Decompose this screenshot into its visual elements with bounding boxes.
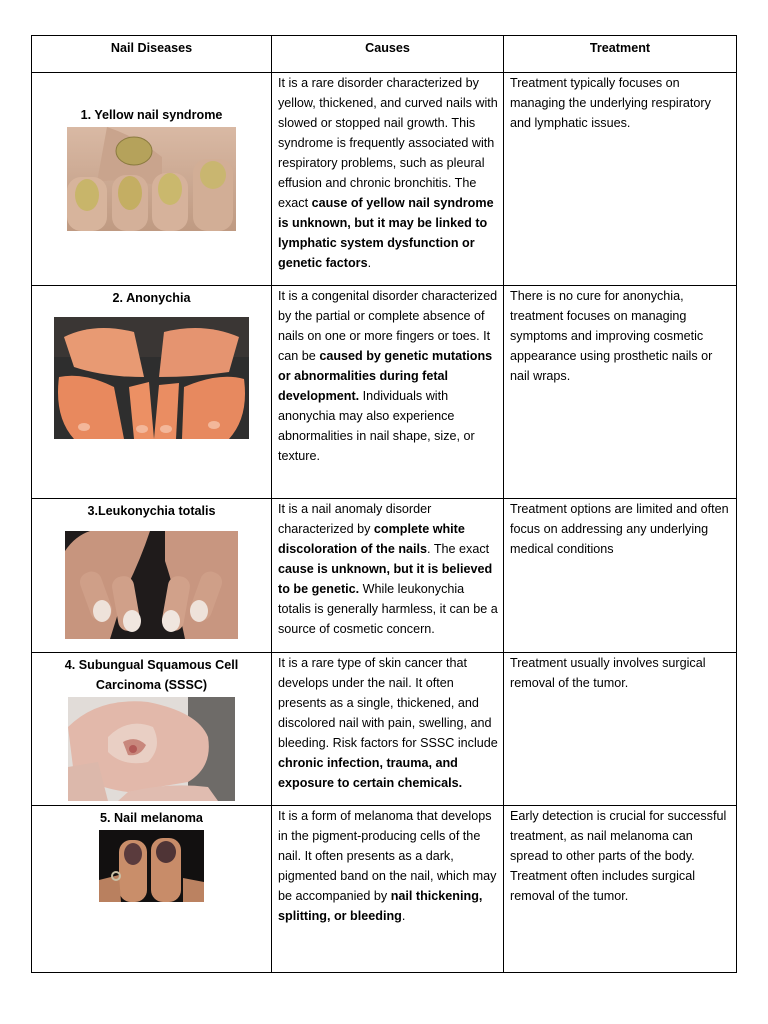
table-row — [32, 286, 737, 499]
table-row — [32, 499, 737, 653]
treatment-cell — [504, 499, 737, 653]
text-run: . — [367, 256, 372, 270]
disease-cell — [32, 499, 272, 653]
leukonychia-image — [65, 531, 238, 639]
table-row — [32, 653, 737, 806]
treatment-text: There is no cure for anonychia, treatment focuses on managing symptoms and improving cosmetic appearance using prosthetic nails or nail wraps. — [510, 289, 713, 383]
text-run: It is a rare disorder characterized by yellow, thickened, and curved nails with slowed or stopped nail growth. This syndrome is frequently associated with respiratory problems, such as pleural effusion and chronic bronchitis. The exact — [278, 76, 498, 210]
nail-diseases-table — [31, 35, 737, 973]
causes-text — [278, 286, 499, 466]
causes-text — [278, 73, 499, 273]
causes-text — [278, 653, 499, 793]
text-run: It is a form of melanoma that develops in the pigment-producing cells of the nail. It often presents as a dark, pigmented band on the nail, which may be accompanied by — [278, 809, 497, 903]
melanoma-image — [99, 830, 204, 902]
treatment-text: Treatment typically focuses on managing the underlying respiratory and lymphatic issues. — [510, 76, 711, 130]
text-run: It is a congenital disorder characterized by the partial or complete absence of nails on one or more fingers or toes. It can be — [278, 289, 498, 363]
header-treatment: Treatment — [504, 36, 737, 73]
causes-cell — [272, 653, 504, 806]
treatment-cell — [504, 286, 737, 499]
treatment-cell — [504, 806, 737, 973]
causes-cell — [272, 73, 504, 286]
disease-name: 5. Nail melanoma — [100, 811, 203, 825]
disease-cell — [32, 653, 272, 806]
bold-text-run: chronic infection, trauma, and exposure to certain chemicals. — [278, 756, 463, 790]
table-row — [32, 806, 737, 973]
disease-name: 3.Leukonychia totalis — [87, 504, 216, 518]
disease-name: 1. Yellow nail syndrome — [80, 108, 223, 122]
treatment-cell — [504, 653, 737, 806]
disease-name: 2. Anonychia — [112, 291, 191, 305]
causes-text — [278, 806, 499, 926]
header-row — [32, 36, 737, 73]
causes-cell — [272, 286, 504, 499]
bold-text-run: nail thickening, splitting, or bleeding — [278, 889, 483, 923]
header-causes: Causes — [272, 36, 504, 73]
causes-cell — [272, 806, 504, 973]
treatment-text: Early detection is crucial for successful treatment, as nail melanoma can spread to other parts of the body. Treatment often includes surgical removal of the tumor. — [510, 809, 727, 903]
sssc-image — [68, 697, 235, 801]
treatment-text: Treatment usually involves surgical removal of the tumor. — [510, 656, 706, 690]
disease-name: 4. Subungual Squamous Cell Carcinoma (SSSC) — [64, 658, 239, 692]
bold-text-run: complete white discoloration of the nails — [278, 522, 465, 556]
text-run: It is a rare type of skin cancer that develops under the nail. It often presents as a single, thickened, and discolored nail with pain, swelling, and bleeding. Risk factors for SSSC include — [278, 656, 498, 750]
text-run: Individuals with anonychia may also experience abnormalities in nail shape, size, or texture. — [278, 389, 475, 463]
causes-cell — [272, 499, 504, 653]
treatment-cell — [504, 73, 737, 286]
disease-cell — [32, 73, 272, 286]
bold-text-run: cause is unknown, but it is believed to be genetic. — [278, 562, 493, 596]
yellow-nail-image — [67, 127, 236, 231]
bold-text-run: cause of yellow nail syndrome is unknown, but it may be linked to lymphatic system dysfunction or genetic factors — [278, 196, 494, 270]
text-run: While leukonychia totalis is generally harmless, it can be a source of cosmetic concern. — [278, 582, 498, 636]
text-run: . The exact — [427, 542, 490, 556]
treatment-text: Treatment options are limited and often focus on addressing any underlying medical conditions — [510, 502, 729, 556]
header-nail-diseases: Nail Diseases — [32, 36, 272, 73]
disease-cell — [32, 806, 272, 973]
causes-text — [278, 499, 499, 639]
table-row — [32, 73, 737, 286]
disease-cell — [32, 286, 272, 499]
bold-text-run: caused by genetic mutations or abnormalities during fetal development. — [278, 349, 493, 403]
anonychia-image — [54, 317, 249, 439]
text-run: It is a nail anomaly disorder characterized by — [278, 502, 432, 536]
text-run: . — [401, 909, 406, 923]
